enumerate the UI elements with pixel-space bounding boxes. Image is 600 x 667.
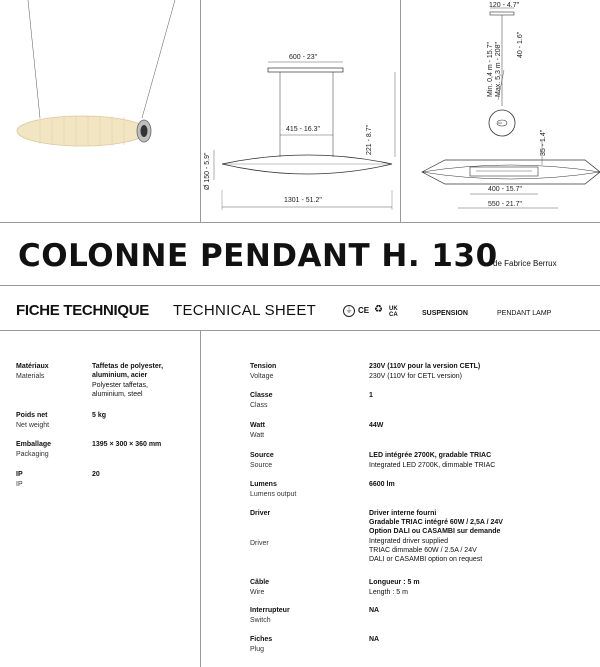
type-fr: SUSPENSION bbox=[422, 310, 468, 317]
spec-value-fr: 44W bbox=[369, 422, 384, 429]
spec-label-fr: Tension bbox=[250, 363, 277, 370]
spec-label-fr: Fiches bbox=[250, 636, 273, 643]
ground-symbol-icon: ⏚ bbox=[343, 305, 355, 317]
spec-label-en: Switch bbox=[250, 617, 271, 624]
spec-value-en: Integrated driver supplied TRIAC dimmable 60W / 2.5A / 24V DALI or CASAMBI option on request bbox=[369, 538, 483, 563]
spec-value-fr: Driver interne fourni Gradable TRIAC intégré 60W / 2,5A / 24V Option DALI ou CASAMBI sur demande bbox=[369, 510, 503, 535]
spec-label-en: Packaging bbox=[16, 451, 49, 458]
spec-label-en: Materials bbox=[16, 373, 45, 380]
spec-value-fr: 1 bbox=[369, 392, 373, 399]
spec-value-fr: NA bbox=[369, 636, 380, 643]
spec-label-en: Source bbox=[250, 462, 273, 469]
divider-title bbox=[0, 285, 600, 286]
spec-value-fr: Taffetas de polyester, aluminium, acier bbox=[92, 363, 164, 379]
spec-label-fr: Interrupteur bbox=[250, 607, 290, 614]
spec-label-en: Driver bbox=[250, 540, 269, 547]
spec-label-en: Plug bbox=[250, 646, 265, 653]
spec-label-en: Net weight bbox=[16, 422, 50, 429]
spec-label-fr: IP bbox=[16, 471, 23, 478]
ce-mark-icon: CE bbox=[358, 306, 370, 315]
front-inner-width: 415 - 16.3" bbox=[286, 126, 321, 133]
product-photo bbox=[0, 0, 200, 222]
spec-value-fr: NA bbox=[369, 607, 380, 614]
spec-label-fr: Poids net bbox=[16, 412, 48, 419]
side-canopy-height: 40 - 1.6" bbox=[517, 31, 524, 58]
spec-label-fr: Matériaux bbox=[16, 363, 49, 370]
spec-label-en: Wire bbox=[250, 589, 265, 596]
recycle-icon: ♻ bbox=[374, 304, 383, 315]
front-height: 221 - 8.7" bbox=[366, 124, 373, 155]
spec-value-en: 230V (110V for CETL version) bbox=[369, 373, 462, 380]
ukca-mark-icon: UK CA bbox=[389, 306, 398, 318]
side-canopy-width: 120 - 4.7" bbox=[489, 2, 520, 9]
spec-label-fr: Classe bbox=[250, 392, 273, 399]
front-length: 1301 - 51.2" bbox=[284, 197, 322, 204]
spec-value-fr: 20 bbox=[92, 471, 100, 478]
top-inner-width: 400 - 15.7" bbox=[488, 186, 523, 193]
spec-value-fr: 6600 lm bbox=[369, 481, 395, 488]
spec-label-en: Voltage bbox=[250, 373, 274, 380]
spec-value-en: Integrated LED 2700K, dimmable TRIAC bbox=[369, 462, 496, 469]
spec-value-fr: 1395 × 300 × 360 mm bbox=[92, 441, 162, 448]
spec-value-en: Length : 5 m bbox=[369, 589, 408, 596]
spec-label-fr: Watt bbox=[250, 422, 265, 429]
sheet-title-fr: FICHE TECHNIQUE bbox=[16, 302, 150, 319]
spec-label-fr: Emballage bbox=[16, 441, 52, 448]
divider-sheet bbox=[0, 330, 600, 331]
divider-top bbox=[0, 222, 600, 223]
spec-label-fr: Lumens bbox=[250, 481, 277, 488]
type-en: PENDANT LAMP bbox=[497, 310, 552, 317]
spec-value-fr: 5 kg bbox=[92, 412, 107, 419]
spec-value-en: Polyester taffetas, aluminium, steel bbox=[92, 382, 148, 398]
page-title: COLONNE PENDANT H. 130 bbox=[18, 238, 498, 274]
top-outer-width: 550 - 21.7" bbox=[488, 201, 523, 208]
designer-credit: de Fabrice Berrux bbox=[493, 259, 557, 268]
spec-label-en: Watt bbox=[250, 432, 265, 439]
spec-label-en: Lumens output bbox=[250, 491, 297, 498]
side-cable-max: Max. 5,3 m - 208" bbox=[495, 41, 502, 97]
sheet-title-en: TECHNICAL SHEET bbox=[173, 302, 317, 319]
spec-label-fr: Driver bbox=[250, 510, 271, 517]
front-diameter: Ø 150 - 5.9" bbox=[204, 152, 211, 190]
divider-specs bbox=[200, 330, 201, 667]
spec-label-en: IP bbox=[16, 481, 23, 488]
spec-label-fr: Source bbox=[250, 452, 274, 459]
front-top-width: 600 - 23" bbox=[289, 54, 318, 61]
top-height: 35 - 1.4" bbox=[540, 129, 547, 156]
spec-label-fr: Câble bbox=[250, 579, 270, 586]
front-elevation-drawing bbox=[200, 0, 400, 222]
spec-value-fr: Longueur : 5 m bbox=[369, 579, 420, 586]
side-cable-min: Min. 0,4 m - 15.7" bbox=[487, 41, 494, 97]
spec-value-fr: 230V (110V pour la version CETL) bbox=[369, 363, 481, 370]
spec-value-fr: LED intégrée 2700K, gradable TRIAC bbox=[369, 452, 492, 459]
spec-label-en: Class bbox=[250, 402, 268, 409]
